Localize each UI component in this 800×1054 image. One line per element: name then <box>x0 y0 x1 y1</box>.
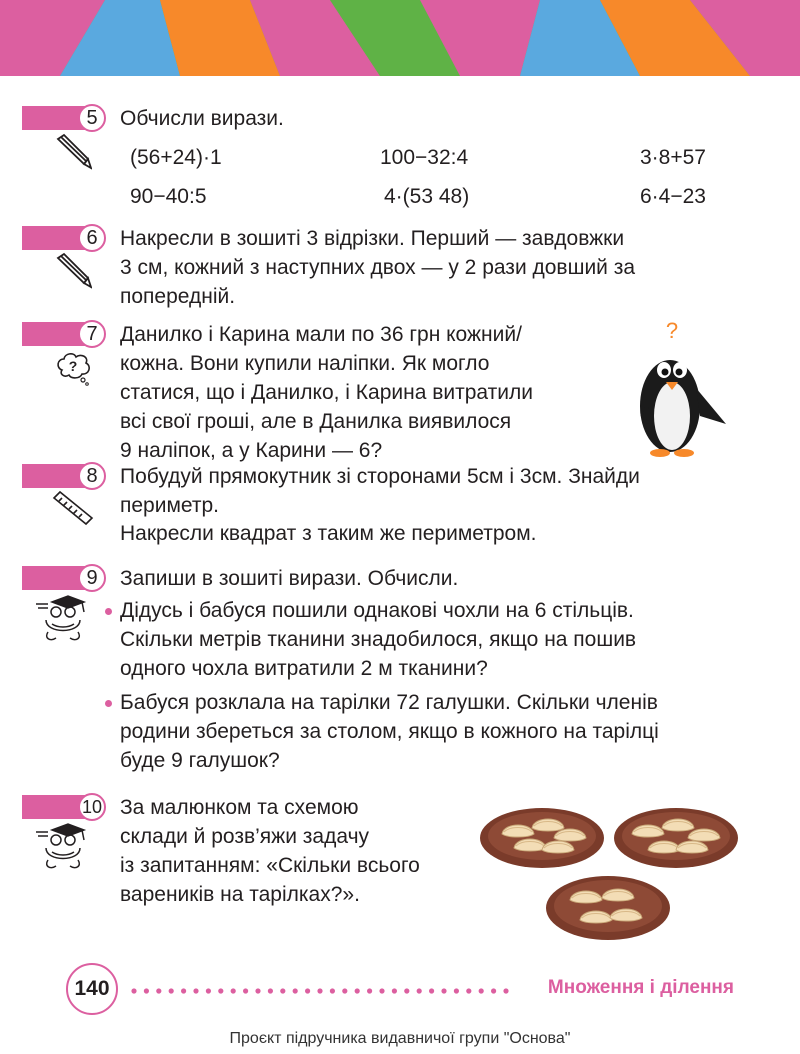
frog-scholar-icon <box>34 594 92 644</box>
task-line: Побудуй прямокутник зі сторонами 5см і 3см. Знайди <box>120 465 640 488</box>
task-line: Накресли в зошиті 3 відрізки. Перший — завдовжки <box>120 227 625 250</box>
divider-dot <box>342 988 347 993</box>
bullet <box>105 700 112 707</box>
task-line: буде 9 галушок? <box>120 749 280 772</box>
divider-dot <box>367 988 372 993</box>
page-number: 140 <box>66 963 118 1015</box>
question-mark: ? <box>665 318 679 343</box>
pencil-icon <box>50 252 92 290</box>
divider-dot <box>441 988 446 993</box>
task-number: 7 <box>78 320 106 348</box>
divider-dot <box>280 988 285 993</box>
task-line: Скільки метрів тканини знадобилося, якщо на пошив <box>120 628 637 651</box>
task-line: всі свої гроші, але в Данилка виявилося <box>120 410 512 433</box>
task-text: Обчисли вирази. <box>120 107 284 130</box>
task-line: одного чохла витратили 2 м тканини? <box>120 657 488 680</box>
task-line: 9 наліпок, а у Карини — 6? <box>120 439 383 462</box>
divider-dot <box>193 988 198 993</box>
expression: 6·4−23 <box>640 185 706 208</box>
divider-dot <box>156 988 161 993</box>
divider-dot <box>206 988 211 993</box>
divider-dot <box>293 988 298 993</box>
task-line: із запитанням: «Скільки всього <box>120 854 420 877</box>
ruler-icon <box>50 490 94 526</box>
task-text: Запиши в зошиті вирази. Обчисли. <box>120 567 459 590</box>
task-line: попередній. <box>120 285 236 308</box>
bullet <box>105 608 112 615</box>
task-line: склади й розв’яжи задачу <box>120 825 370 848</box>
top-banner <box>0 0 800 76</box>
task-line: Данилко і Карина мали по 36 грн кожний/ <box>120 323 522 346</box>
task-line: Накресли квадрат з таким же периметром. <box>120 522 537 545</box>
task-line: родини збереться за столом, якщо в кожного на тарілці <box>120 720 659 743</box>
divider-dot <box>355 988 360 993</box>
expression: 4·(53 48) <box>384 185 470 208</box>
dotted-divider <box>130 987 516 995</box>
task-line: статися, що і Данилко, і Карина витратили <box>120 381 533 404</box>
expression: 100−32:4 <box>380 146 469 169</box>
divider-dot <box>144 988 149 993</box>
divider-dot <box>181 988 186 993</box>
divider-dot <box>379 988 384 993</box>
publisher-footer: Проєкт підручника видавничої групи "Основа" <box>229 1030 571 1047</box>
divider-dot <box>305 988 310 993</box>
divider-dot <box>454 988 459 993</box>
task-number: 6 <box>78 224 106 252</box>
task-line: кожна. Вони купили наліпки. Як могло <box>120 352 490 375</box>
divider-dot <box>503 988 508 993</box>
divider-dot <box>243 988 248 993</box>
task-number: 8 <box>78 462 106 490</box>
divider-dot <box>169 988 174 993</box>
divider-dot <box>417 988 422 993</box>
divider-dot <box>131 988 136 993</box>
divider-dot <box>466 988 471 993</box>
task-line: За малюнком та схемою <box>120 796 359 819</box>
divider-dot <box>218 988 223 993</box>
question-bubble-icon <box>54 350 94 386</box>
svg-text:?: ? <box>68 358 78 374</box>
task-number: 5 <box>78 104 106 132</box>
task-number: 10 <box>78 793 106 821</box>
expression: 90−40:5 <box>130 185 207 208</box>
frog-scholar-icon <box>34 822 92 872</box>
divider-dot <box>404 988 409 993</box>
divider-dot <box>330 988 335 993</box>
divider-dot <box>491 988 496 993</box>
divider-dot <box>268 988 273 993</box>
chapter-title: Множення і ділення <box>547 977 734 998</box>
task-line: Дідусь і бабуся пошили однакові чохли на 6 стільців. <box>120 599 634 622</box>
divider-dot <box>479 988 484 993</box>
penguin-illustration <box>628 318 728 458</box>
divider-dot <box>317 988 322 993</box>
divider-dot <box>392 988 397 993</box>
divider-dot <box>429 988 434 993</box>
divider-dot <box>231 988 236 993</box>
task-number: 9 <box>78 564 106 592</box>
task-line: 3 см, кожний з наступних двох — у 2 рази довший за <box>120 256 636 279</box>
task-line: периметр. <box>120 494 220 517</box>
divider-dot <box>255 988 260 993</box>
pencil-icon <box>50 133 92 171</box>
task-line: Бабуся розклала на тарілки 72 галушки. Скільки членів <box>120 691 658 714</box>
expression: 3·8+57 <box>640 146 706 169</box>
dumplings-illustration <box>478 800 750 946</box>
task-line: вареників на тарілках?». <box>120 883 360 906</box>
expression: (56+24)·1 <box>130 146 222 169</box>
